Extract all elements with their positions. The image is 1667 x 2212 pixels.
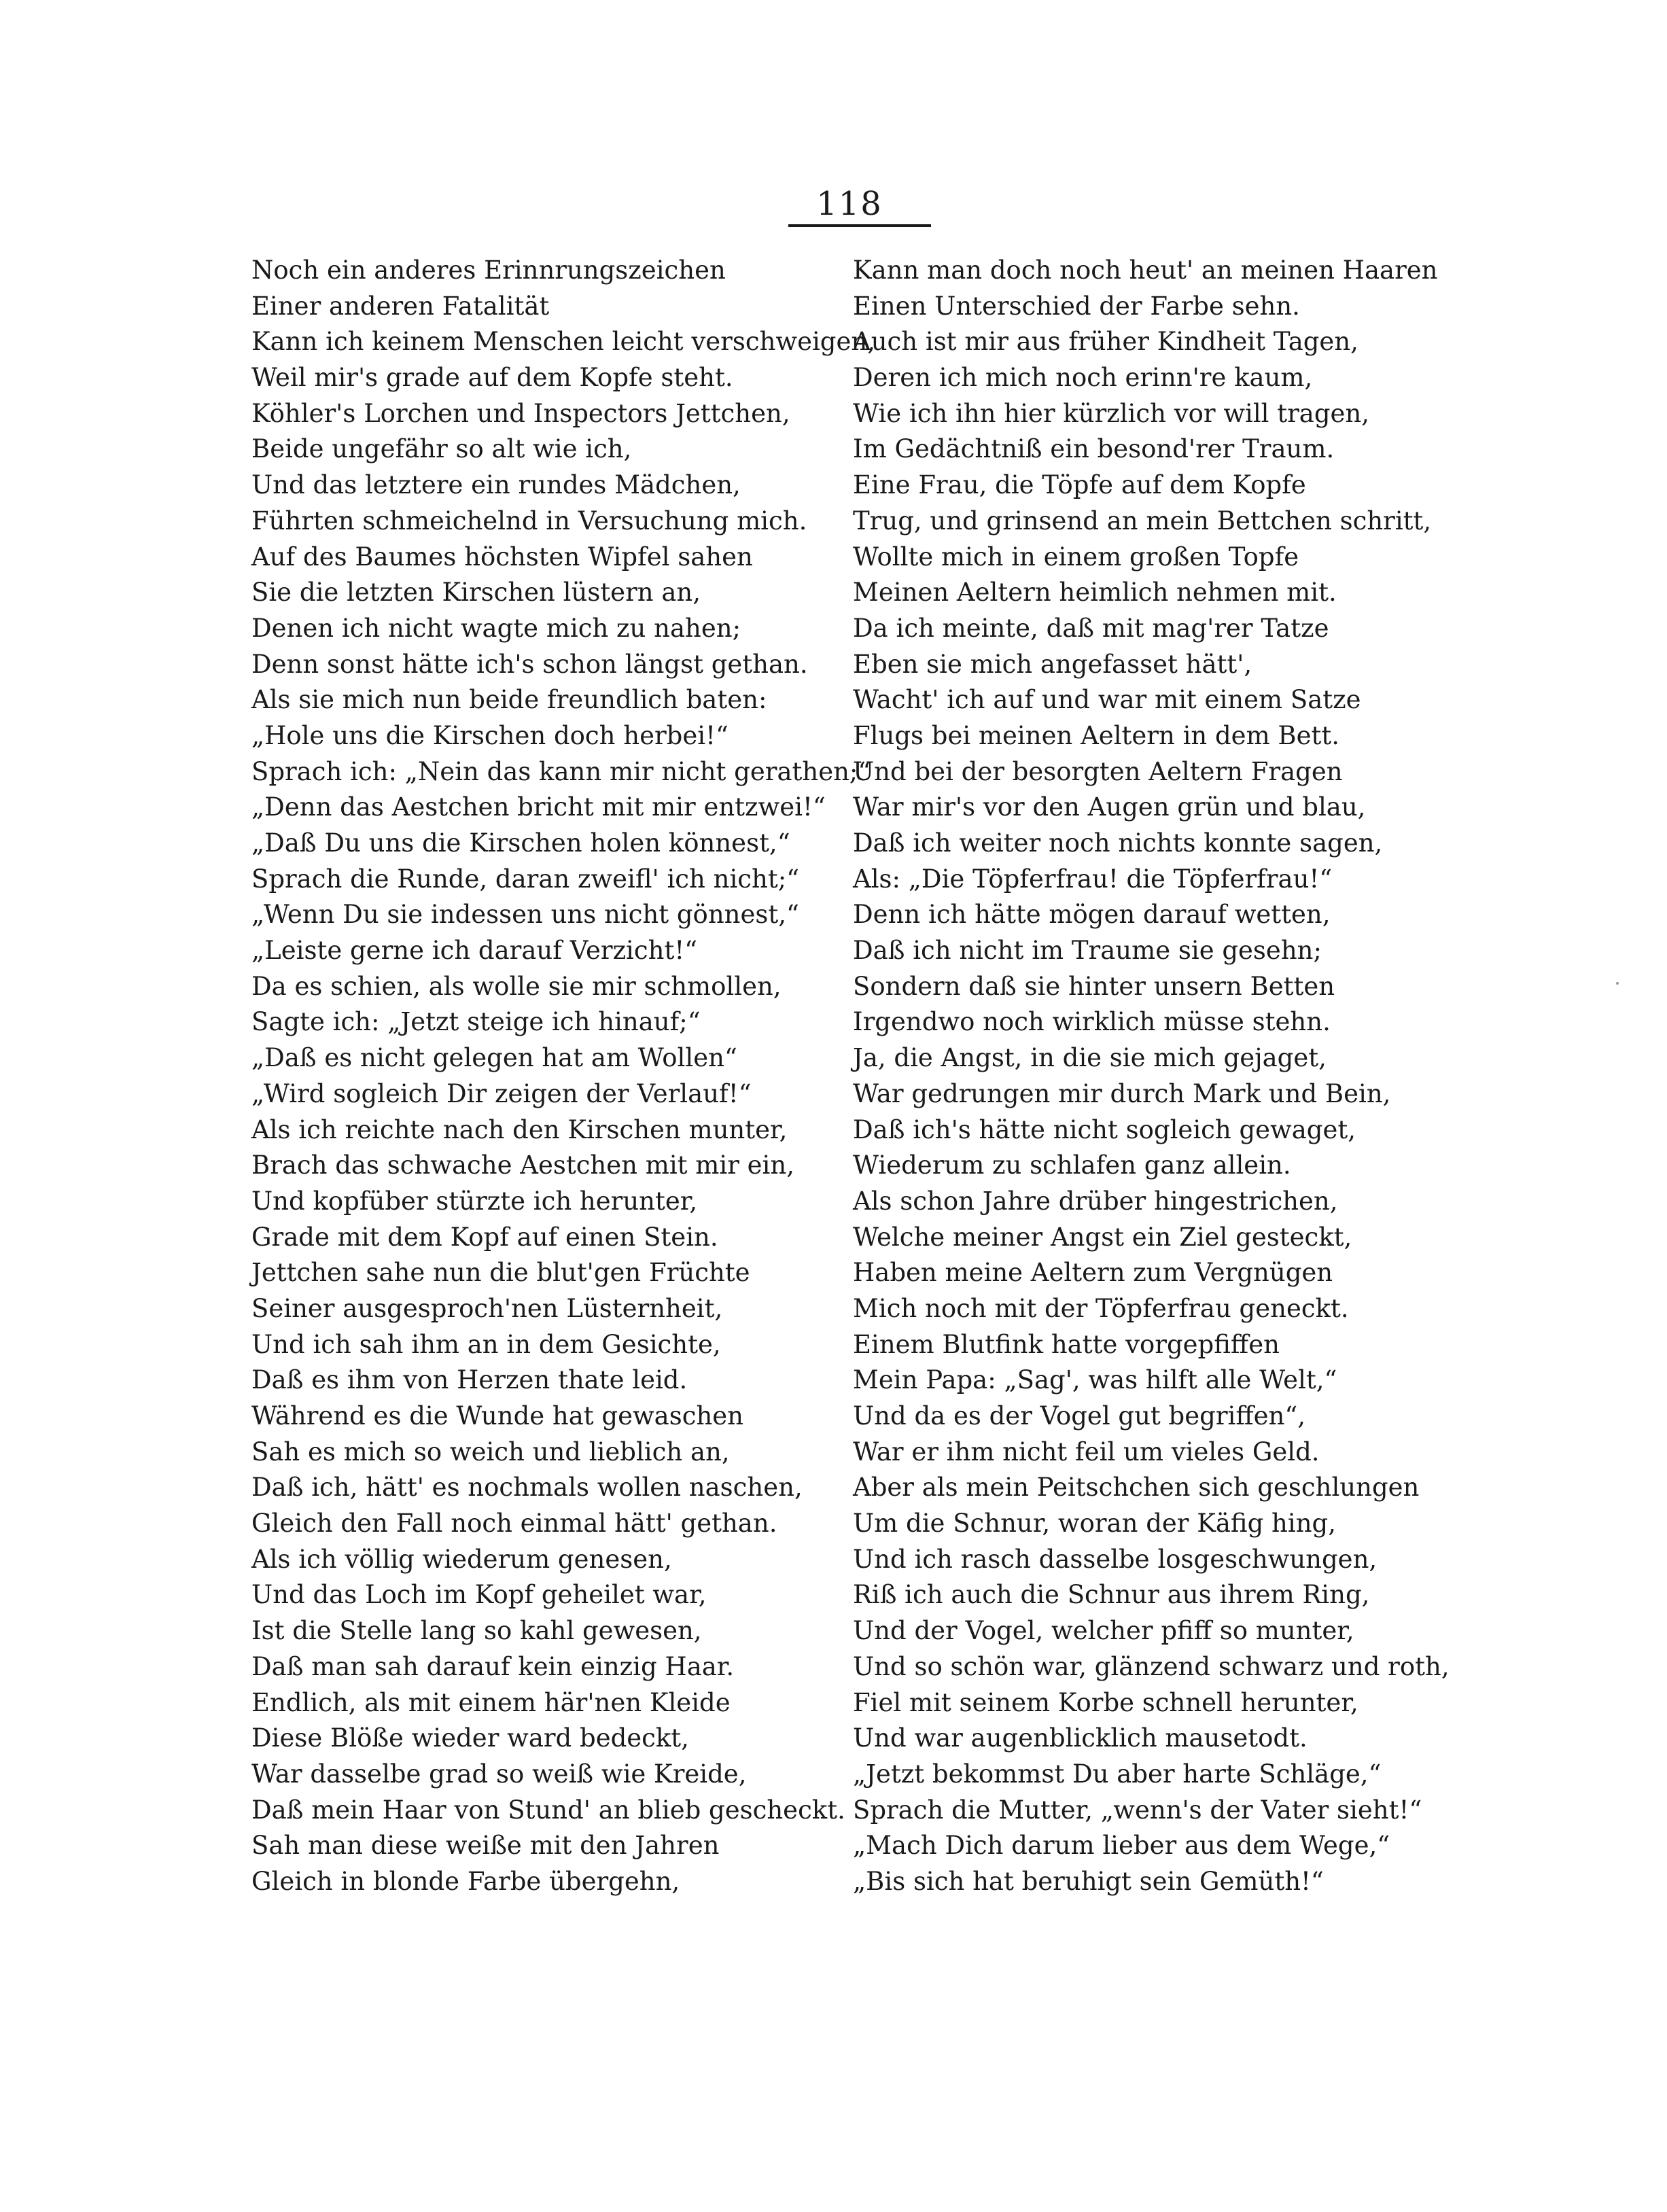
verse-line: Und der Vogel, welcher pfiff so munter, — [853, 1616, 1354, 1646]
verse-line: Sah man diese weiße mit den Jahren — [251, 1831, 720, 1861]
verse-line: Daß man sah darauf kein einzig Haar. — [251, 1651, 735, 1681]
verse-line: Einem Blutfink hatte vorgepfiffen — [853, 1329, 1280, 1359]
verse-line: Wie ich ihn hier kürzlich vor will tragen, — [853, 398, 1370, 428]
verse-line: Und so schön war, glänzend schwarz und roth, — [853, 1651, 1450, 1681]
verse-line: Eine Frau, die Töpfe auf dem Kopfe — [853, 470, 1306, 500]
verse-line: Da ich meinte, daß mit mag'rer Tatze — [853, 613, 1329, 643]
verse-line: Als sie mich nun beide freundlich baten: — [251, 685, 767, 715]
verse-line: Seiner ausgesproch'nen Lüsternheit, — [251, 1293, 723, 1323]
verse-line: Und das letztere ein rundes Mädchen, — [251, 470, 741, 500]
verse-line: Denen ich nicht wagte mich zu nahen; — [251, 613, 741, 643]
verse-line: Grade mit dem Kopf auf einen Stein. — [251, 1222, 718, 1252]
verse-line: Und bei der besorgten Aeltern Fragen — [853, 756, 1343, 786]
margin-speck — [1616, 982, 1619, 985]
verse-line: Beide ungefähr so alt wie ich, — [251, 434, 632, 464]
left-column — [251, 253, 875, 1900]
verse-line: Daß mein Haar von Stund' an blieb gescheckt. — [251, 1795, 845, 1825]
verse-line: War dasselbe grad so weiß wie Kreide, — [251, 1759, 747, 1789]
verse-line: Führten schmeichelnd in Versuchung mich. — [251, 506, 807, 536]
verse-line: Als ich reichte nach den Kirschen munter, — [251, 1114, 788, 1144]
verse-line: Im Gedächtniß ein besond'rer Traum. — [853, 434, 1335, 464]
verse-line: Irgendwo noch wirklich müsse stehn. — [853, 1007, 1331, 1037]
verse-line: Sie die letzten Kirschen lüstern an, — [251, 578, 701, 608]
verse-line: Um die Schnur, woran der Käfig hing, — [853, 1509, 1336, 1539]
verse-line: Denn sonst hätte ich's schon längst gethan. — [251, 649, 808, 679]
verse-line: Daß ich, hätt' es nochmals wollen naschen, — [251, 1473, 803, 1503]
verse-line: Denn ich hätte mögen darauf wetten, — [853, 900, 1331, 930]
verse-line: Daß ich weiter noch nichts konnte sagen, — [853, 828, 1383, 858]
verse-line: Trug, und grinsend an mein Bettchen schritt, — [853, 506, 1432, 536]
verse-line: Sprach die Mutter, „wenn's der Vater sieht!“ — [853, 1795, 1422, 1825]
verse-line: Daß ich nicht im Traume sie gesehn; — [853, 936, 1322, 966]
verse-line: Daß ich's hätte nicht sogleich gewaget, — [853, 1114, 1356, 1144]
verse-line: Meinen Aeltern heimlich nehmen mit. — [853, 578, 1337, 608]
verse-line: „Wird sogleich Dir zeigen der Verlauf!“ — [251, 1078, 752, 1108]
verse-line: „Daß es nicht gelegen hat am Wollen“ — [251, 1043, 737, 1073]
verse-line: War mir's vor den Augen grün und blau, — [853, 792, 1366, 822]
verse-line: Noch ein anderes Erinnrungszeichen — [251, 256, 726, 285]
verse-line: Sprach ich: „Nein das kann mir nicht gerathen;“ — [251, 756, 871, 786]
verse-line: „Jetzt bekommst Du aber harte Schläge,“ — [853, 1759, 1382, 1789]
verse-line: Köhler's Lorchen und Inspectors Jettchen, — [251, 398, 790, 428]
verse-line: Wiederum zu schlafen ganz allein. — [853, 1151, 1291, 1180]
verse-line: „Bis sich hat beruhigt sein Gemüth!“ — [853, 1866, 1324, 1896]
verse-line: Kann ich keinem Menschen leicht verschweigen, — [251, 327, 875, 357]
verse-line: Brach das schwache Aestchen mit mir ein, — [251, 1151, 794, 1180]
verse-line: Einen Unterschied der Farbe sehn. — [853, 291, 1300, 321]
verse-line: Wollte mich in einem großen Topfe — [853, 542, 1299, 572]
verse-line: Und das Loch im Kopf geheilet war, — [251, 1580, 707, 1610]
page-number: 118 — [816, 185, 883, 223]
verse-line: Und kopfüber stürzte ich herunter, — [251, 1186, 698, 1216]
verse-line: Riß ich auch die Schnur aus ihrem Ring, — [853, 1580, 1370, 1610]
verse-line: Deren ich mich noch erinn're kaum, — [853, 363, 1313, 393]
verse-line: Diese Blöße wieder ward bedeckt, — [251, 1723, 689, 1753]
verse-line: Haben meine Aeltern zum Vergnügen — [853, 1258, 1333, 1288]
verse-line: Wacht' ich auf und war mit einem Satze — [853, 685, 1361, 715]
verse-line: Endlich, als mit einem här'nen Kleide — [251, 1687, 731, 1717]
verse-line: Ja, die Angst, in die sie mich gejaget, — [853, 1043, 1327, 1073]
verse-line: Daß es ihm von Herzen thate leid. — [251, 1365, 688, 1395]
verse-line: Eben sie mich angefasset hätt', — [853, 649, 1252, 679]
verse-line: „Daß Du uns die Kirschen holen könnest,“ — [251, 828, 790, 858]
verse-line: Mein Papa: „Sag', was hilft alle Welt,“ — [853, 1365, 1337, 1395]
verse-line: Da es schien, als wolle sie mir schmollen, — [251, 971, 782, 1001]
verse-line: Weil mir's grade auf dem Kopfe steht. — [251, 363, 733, 393]
verse-line: Welche meiner Angst ein Ziel gesteckt, — [853, 1222, 1352, 1252]
verse-line: „Leiste gerne ich darauf Verzicht!“ — [251, 936, 698, 966]
verse-line: „Wenn Du sie indessen uns nicht gönnest,“ — [251, 900, 799, 930]
page-number-rule — [788, 224, 931, 227]
verse-line: Auf des Baumes höchsten Wipfel sahen — [251, 542, 753, 572]
verse-line: Ist die Stelle lang so kahl gewesen, — [251, 1616, 702, 1646]
verse-line: Flugs bei meinen Aeltern in dem Bett. — [853, 720, 1340, 750]
verse-line: Gleich den Fall noch einmal hätt' gethan. — [251, 1509, 777, 1539]
verse-line: Aber als mein Peitschchen sich geschlungen — [853, 1473, 1420, 1503]
verse-line: Während es die Wunde hat gewaschen — [251, 1401, 744, 1430]
verse-line: „Denn das Aestchen bricht mit mir entzwei!“ — [251, 792, 826, 822]
verse-line: „Mach Dich darum lieber aus dem Wege,“ — [853, 1831, 1390, 1861]
verse-line: Einer anderen Fatalität — [251, 291, 550, 321]
right-column — [853, 253, 1464, 1900]
verse-line: Sagte ich: „Jetzt steige ich hinauf;“ — [251, 1007, 701, 1037]
verse-line: Als: „Die Töpferfrau! die Töpferfrau!“ — [853, 864, 1333, 894]
verse-line: Als ich völlig wiederum genesen, — [251, 1544, 672, 1574]
verse-line: Gleich in blonde Farbe übergehn, — [251, 1866, 680, 1896]
verse-line: „Hole uns die Kirschen doch herbei!“ — [251, 720, 729, 750]
verse-line: Sondern daß sie hinter unsern Betten — [853, 971, 1335, 1001]
verse-line: Sah es mich so weich und lieblich an, — [251, 1437, 730, 1467]
verse-line: Und war augenblicklich mausetodt. — [853, 1723, 1308, 1753]
verse-line: Fiel mit seinem Korbe schnell herunter, — [853, 1687, 1358, 1717]
verse-line: War er ihm nicht feil um vieles Geld. — [853, 1437, 1320, 1467]
verse-line: Sprach die Runde, daran zweifl' ich nicht;“ — [251, 864, 800, 894]
verse-line: Jettchen sahe nun die blut'gen Früchte — [251, 1258, 750, 1288]
verse-line: Kann man doch noch heut' an meinen Haaren — [853, 256, 1438, 285]
verse-line: Auch ist mir aus früher Kindheit Tagen, — [853, 327, 1358, 357]
verse-line: Und da es der Vogel gut begriffen“, — [853, 1401, 1306, 1430]
verse-line: Und ich sah ihm an in dem Gesichte, — [251, 1329, 721, 1359]
verse-line: Und ich rasch dasselbe losgeschwungen, — [853, 1544, 1378, 1574]
verse-line: Als schon Jahre drüber hingestrichen, — [853, 1186, 1338, 1216]
verse-line: Mich noch mit der Töpferfrau geneckt. — [853, 1293, 1349, 1323]
verse-line: War gedrungen mir durch Mark und Bein, — [853, 1078, 1391, 1108]
